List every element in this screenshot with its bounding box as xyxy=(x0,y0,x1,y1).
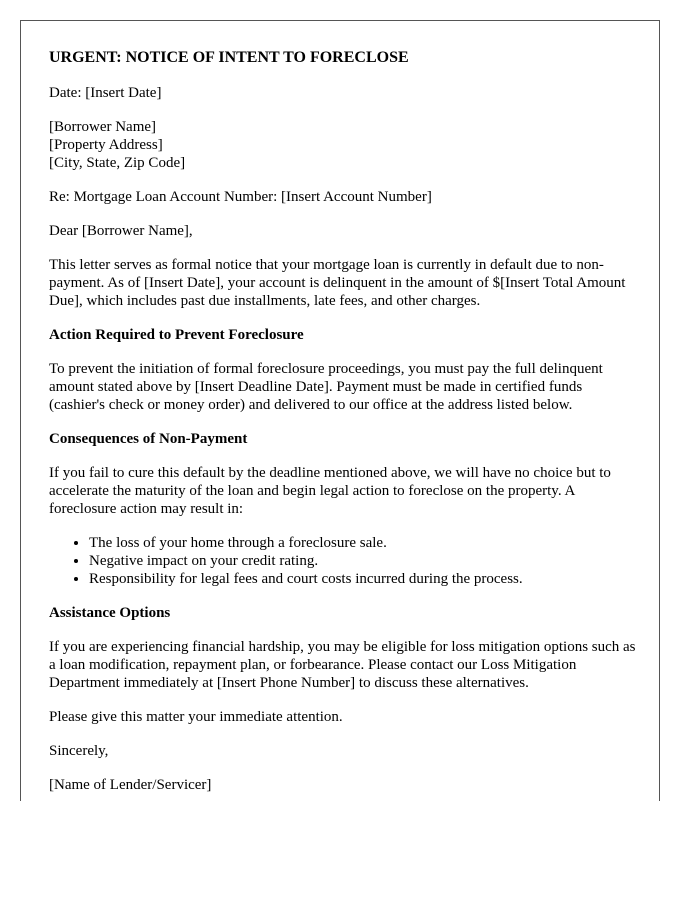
list-item: • Responsibility for legal fees and court costs incurred during the process. xyxy=(89,570,639,588)
letter-title: URGENT: NOTICE OF INTENT TO FORECLOSE xyxy=(49,49,409,66)
re-line: Re: Mortgage Loan Account Number: [Insert Account Number] xyxy=(49,189,432,205)
address-property: [Property Address] xyxy=(49,137,163,153)
letter-content xyxy=(49,49,639,801)
action-paragraph: To prevent the initiation of formal foreclosure proceedings, you must pay the full delinquent amount stated above by [Insert Deadline Date]. Payment must be made in certified funds (cashier's check or money order) and delivered to our office at the address listed below. xyxy=(49,361,603,413)
sign-off: Sincerely, xyxy=(49,743,109,759)
action-heading: Action Required to Prevent Foreclosure xyxy=(49,327,304,343)
assistance-paragraph: If you are experiencing financial hardship, you may be eligible for loss mitigation options such as a loan modification, repayment plan, or forbearance. Please contact our Loss Mitigation Department immediately at [Insert Phone Number] to discuss these alternatives. xyxy=(49,639,636,691)
list-item: • Negative impact on your credit rating. xyxy=(89,552,639,570)
consequences-list xyxy=(49,534,639,588)
consequences-paragraph: If you fail to cure this default by the deadline mentioned above, we will have no choice but to accelerate the maturity of the loan and begin legal action to foreclose on the property. A foreclosure action may result in: xyxy=(49,465,611,517)
list-item: • The loss of your home through a foreclosure sale. xyxy=(89,534,639,552)
intro-paragraph: This letter serves as formal notice that your mortgage loan is currently in default due to non-payment. As of [Insert Date], your account is delinquent in the amount of $[Insert Total Amount Due], which includes past due installments, late fees, and other charges. xyxy=(49,257,626,309)
address-borrower-name: [Borrower Name] xyxy=(49,119,157,135)
address-city-state-zip: [City, State, Zip Code] xyxy=(49,155,186,171)
assistance-heading: Assistance Options xyxy=(49,605,171,621)
signature-name: [Name of Lender/Servicer] xyxy=(49,777,212,793)
letter-page xyxy=(20,20,660,801)
consequences-heading: Consequences of Non-Payment xyxy=(49,431,248,447)
closing-request: Please give this matter your immediate attention. xyxy=(49,709,343,725)
recipient-address xyxy=(49,118,639,172)
date-line: Date: [Insert Date] xyxy=(49,85,162,101)
salutation: Dear [Borrower Name], xyxy=(49,223,193,239)
